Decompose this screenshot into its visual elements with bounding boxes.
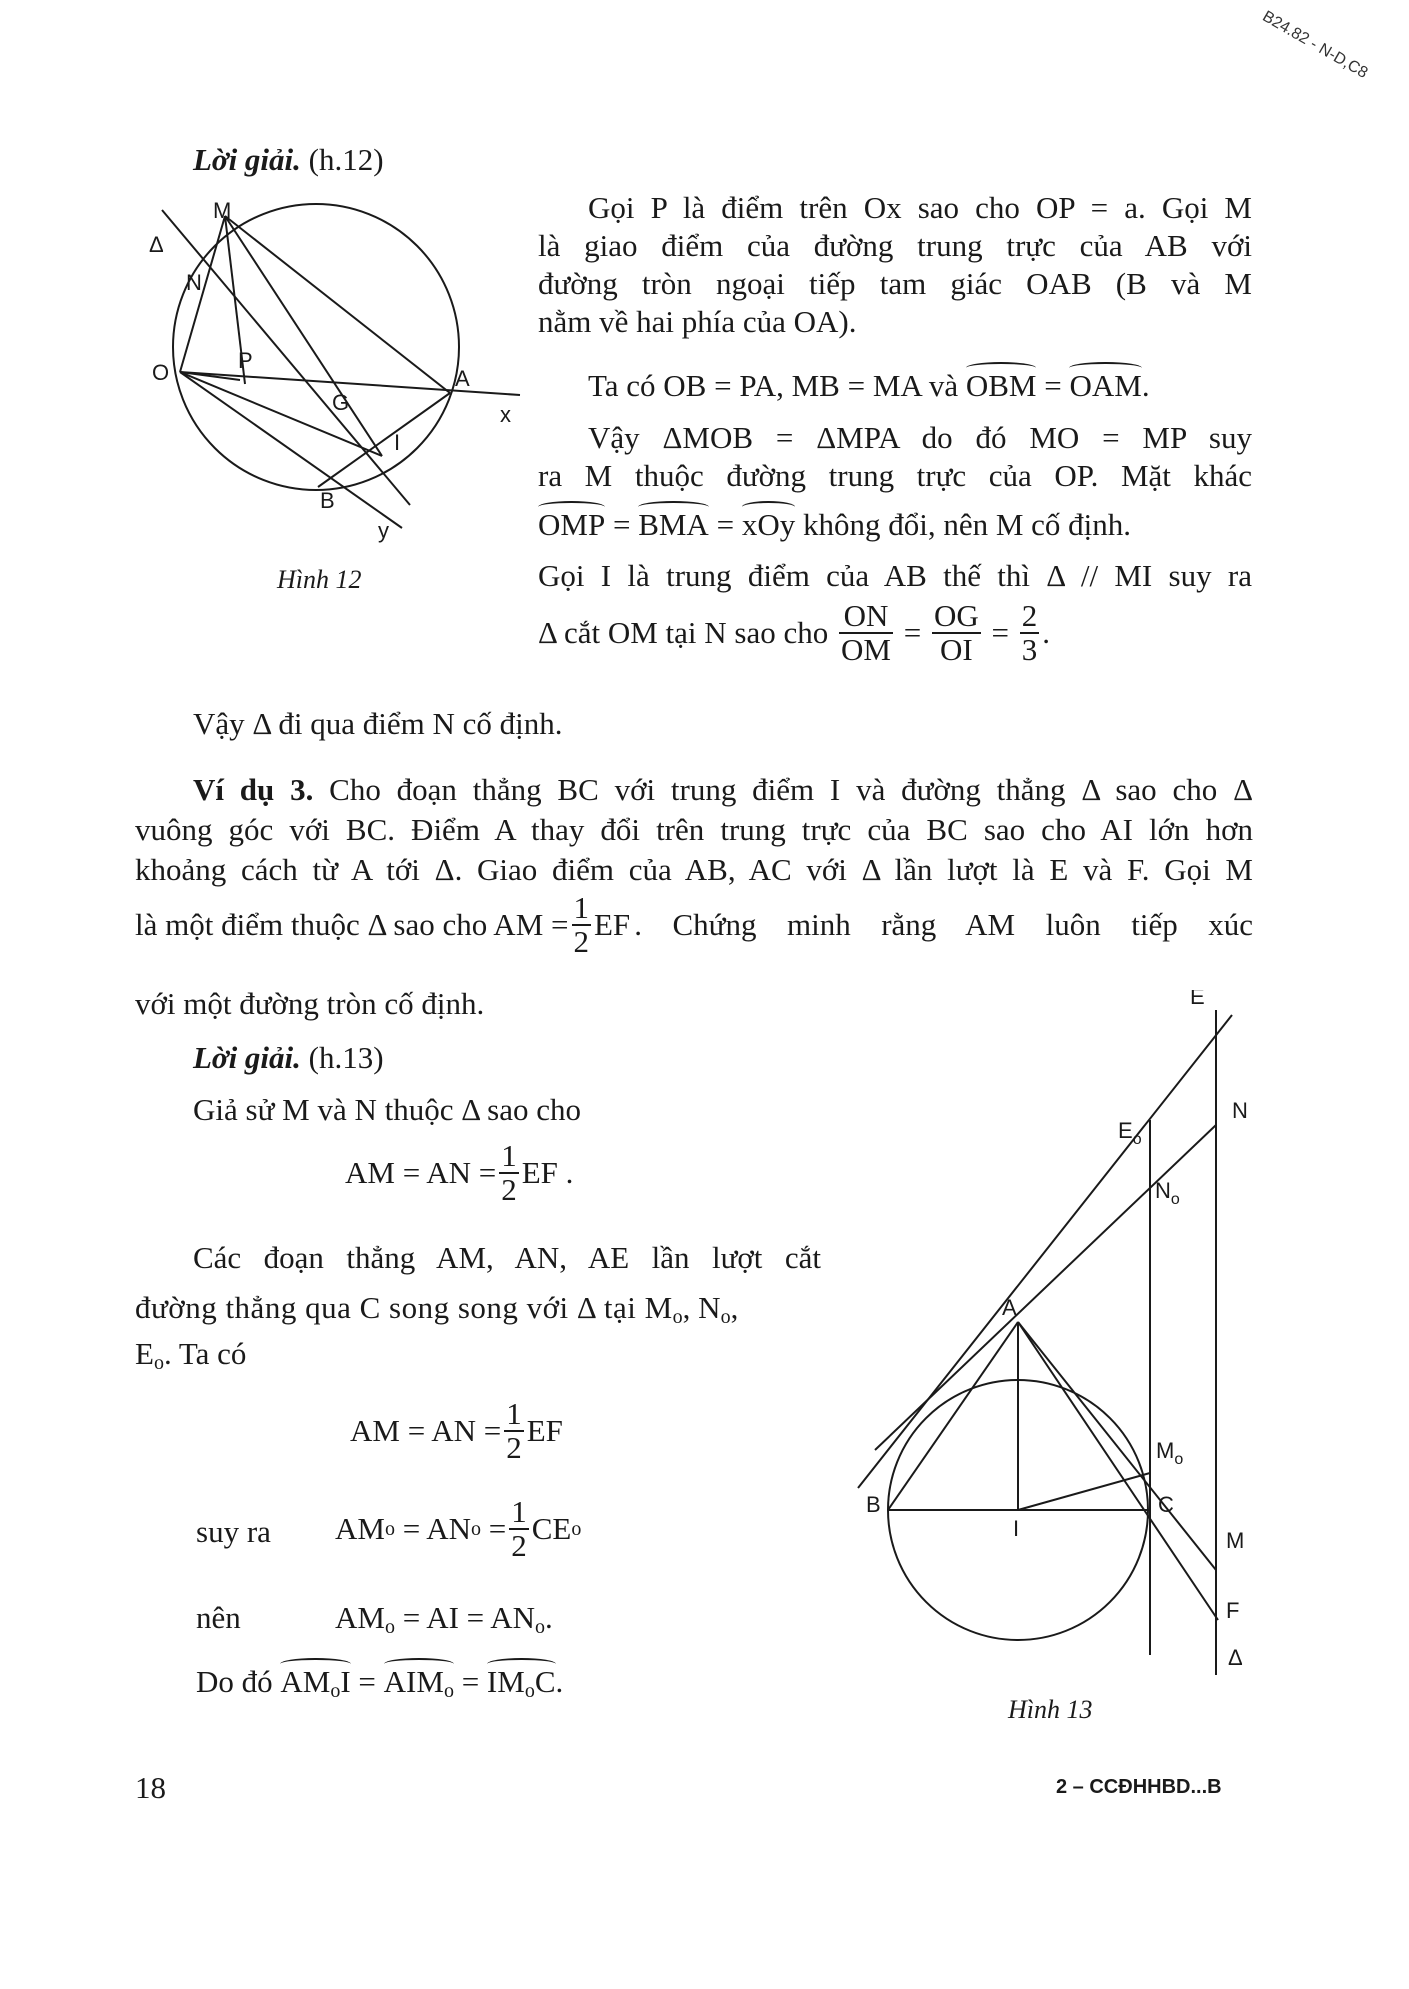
do-do-text: Do đó: [196, 1664, 273, 1699]
fraction-numerator: 1: [573, 890, 589, 925]
footer-code: 2 – CCĐHHBD...B: [1056, 1776, 1222, 1798]
angle-bma: BMA: [638, 505, 709, 545]
example3-line4-text: là một điểm thuộc Δ sao cho AM =: [135, 907, 569, 942]
corner-stamp: B24.82 - N-D,C8: [1259, 8, 1371, 82]
label-m0: [1156, 1438, 1183, 1468]
label-m-13: M: [1226, 1528, 1245, 1553]
angle-obm: OBM: [966, 366, 1037, 406]
figure-12: [140, 190, 540, 590]
angle-oam: OAM: [1069, 366, 1141, 406]
fraction-on-om: [839, 600, 893, 666]
sol12-conclusion: Vậy Δ đi qua điểm N cố định.: [193, 706, 563, 741]
fraction-numerator: 2: [1021, 598, 1038, 633]
period: .: [555, 1664, 564, 1699]
sol12-para1-line3: đường tròn ngoại tiếp tam giác OAB (B và M: [538, 266, 1252, 301]
sub-o: o: [524, 1680, 535, 1702]
angle-xoy: xOy: [742, 505, 795, 545]
period: .: [1141, 368, 1150, 403]
fraction-numerator: 1: [511, 1494, 527, 1529]
angle-part: AIM: [383, 1664, 444, 1699]
fraction-denominator: 2: [506, 1430, 522, 1465]
solution-13-heading: [193, 1038, 384, 1078]
label-a-12: A: [455, 366, 470, 391]
sol13-para2-line3: [135, 1334, 246, 1374]
sub-o: o: [534, 1616, 545, 1638]
fraction-half: [572, 892, 592, 958]
fraction-denominator: OM: [841, 632, 891, 667]
example3-line5: với một đường tròn cố định.: [135, 986, 485, 1021]
eq3-equals: =: [481, 1511, 507, 1546]
eq3-an: = AN: [394, 1511, 471, 1546]
label-o-12: O: [152, 360, 170, 385]
label-sub: o: [1174, 1451, 1184, 1468]
sol13-line1: Giả sử M và N thuộc Δ sao cho: [193, 1092, 582, 1127]
sol13-eq1: [345, 1140, 573, 1206]
label-c-13: C: [1158, 1492, 1174, 1517]
fraction-denominator: 2: [511, 1528, 527, 1563]
sub-o: o: [443, 1680, 454, 1702]
angle-aim0: [384, 1662, 454, 1702]
label-b-13: B: [866, 1492, 881, 1517]
sub-o: o: [384, 1616, 395, 1638]
page-number: 18: [135, 1770, 166, 1805]
fraction-numerator: 1: [506, 1396, 522, 1431]
line-an: [875, 1125, 1216, 1450]
sol13-do-do: [196, 1662, 563, 1702]
eq3-ce: CE: [531, 1511, 572, 1546]
sol13-eq4: [335, 1598, 553, 1638]
label-a-13: A: [1002, 1295, 1017, 1320]
equals: =: [903, 615, 922, 650]
fraction-og-oi: [932, 600, 981, 666]
example3-line2: vuông góc với BC. Điểm A thay đổi trên trung trực của BC sao cho AI lớn hơn: [135, 812, 1253, 847]
sub-o: o: [672, 1306, 683, 1328]
example3-ef: EF: [594, 907, 631, 942]
equals: =: [716, 507, 735, 542]
eq4-am: AM: [335, 1600, 385, 1635]
sol13-para2-ta-co: . Ta có: [163, 1336, 247, 1371]
angle-am0i: [280, 1662, 350, 1702]
fraction-denominator: 2: [573, 924, 589, 959]
figure-13-caption: Hình 13: [1008, 1695, 1093, 1724]
figure-13: [840, 990, 1280, 1680]
equals: =: [991, 615, 1009, 650]
sol12-line9: Gọi I là trung điểm của AB thế thì Δ // MI suy ra: [538, 558, 1252, 593]
sub-o: o: [720, 1306, 731, 1328]
line-ae: [858, 1015, 1232, 1488]
sol13-para2-comma: ,: [730, 1290, 739, 1325]
example3-line4: [135, 892, 1253, 958]
angle-omp: OMP: [538, 505, 605, 545]
fraction-denominator: 2: [501, 1172, 517, 1207]
label-e-13: E: [1190, 990, 1205, 1009]
solution-label: Lời giải.: [193, 1040, 301, 1075]
eq2-right: EF: [526, 1413, 563, 1448]
label-n-13: N: [1232, 1098, 1248, 1123]
label-b-12: B: [320, 488, 335, 513]
sol12-line5-text: Ta có OB = PA, MB = MA và: [588, 368, 959, 403]
eq3-am: AM: [335, 1511, 385, 1546]
example3-line1: [193, 770, 1253, 810]
sol12-line6: Vậy ΔMOB = ΔMPA do đó MO = MP suy: [588, 420, 1252, 455]
fraction-denominator: OI: [932, 632, 981, 666]
sol12-line10: [538, 600, 1050, 666]
label-text: M: [1156, 1438, 1175, 1463]
equals: =: [461, 1664, 480, 1699]
label-m-12: M: [213, 198, 232, 223]
label-n-12: N: [186, 270, 202, 295]
fraction-two-thirds: [1020, 600, 1040, 666]
sol13-para2-line1: Các đoạn thẳng AM, AN, AE lần lượt cắt: [193, 1240, 821, 1275]
fraction-denominator: 3: [1021, 632, 1038, 667]
label-n0: [1155, 1178, 1180, 1208]
equals: =: [358, 1664, 376, 1699]
fraction-numerator: OG: [933, 598, 979, 633]
sol12-line8: [538, 505, 1252, 545]
sub-o: o: [153, 1352, 164, 1374]
label-text: N: [1155, 1178, 1171, 1203]
example3-line4-end: . Chứng minh rằng AM luôn tiếp xúc: [634, 907, 1253, 942]
label-p-12: P: [238, 348, 253, 373]
fraction-half: [504, 1398, 524, 1464]
sol13-eq2: [350, 1398, 563, 1464]
sol13-para2-line2-text: đường thẳng qua C song song với Δ tại M: [135, 1290, 673, 1325]
sol13-nen: nên: [196, 1600, 241, 1635]
angle-part: AM: [280, 1664, 331, 1699]
label-delta-13: Δ: [1228, 1645, 1243, 1670]
angle-part: C: [534, 1664, 556, 1699]
eq4-ai-an: = AI = AN: [394, 1600, 535, 1635]
period: .: [544, 1600, 553, 1635]
sub-o: o: [330, 1680, 341, 1702]
solution-label: Lời giải.: [193, 142, 301, 177]
fraction-numerator: ON: [843, 598, 889, 633]
fraction-numerator: 1: [501, 1138, 517, 1173]
line-af: [1018, 1322, 1218, 1620]
label-i-12: I: [394, 430, 401, 455]
example-label: Ví dụ 3.: [193, 772, 314, 807]
solution-ref: (h.13): [308, 1040, 384, 1075]
sol12-line7: ra M thuộc đường trung trực của OP. Mặt khác: [538, 458, 1252, 493]
sol12-line10-text: Δ cắt OM tại N sao cho: [538, 615, 829, 650]
sol13-para2-comma-n: , N: [682, 1290, 721, 1325]
sol13-para2-e: E: [135, 1336, 154, 1371]
example3-line3: khoảng cách từ A tới Δ. Giao điểm của AB, AC với Δ lần lượt là E và F. Gọi M: [135, 852, 1253, 887]
segment-ab-13: [888, 1322, 1018, 1510]
label-text: E: [1118, 1118, 1133, 1143]
sol13-suy-ra: suy ra: [196, 1514, 271, 1549]
label-sub: o: [1170, 1191, 1180, 1208]
example3-line1-text: Cho đoạn thẳng BC với trung điểm I và đường thẳng Δ sao cho Δ: [329, 772, 1254, 807]
sol12-line5: [588, 366, 1150, 406]
label-i-13: I: [1013, 1516, 1020, 1541]
line-delta-12: [162, 210, 410, 505]
figure-12-caption: Hình 12: [277, 565, 362, 594]
angle-im0c: [487, 1662, 556, 1702]
segment-ma: [225, 216, 450, 393]
sol13-para2-line2: [135, 1288, 821, 1328]
segment-im0: [1018, 1473, 1150, 1510]
eq1-left: AM = AN =: [345, 1155, 497, 1190]
angle-part: IM: [486, 1664, 525, 1699]
sol12-para1-line2: là giao điểm của đường trung trực của AB với: [538, 228, 1252, 263]
label-g-12: G: [332, 390, 350, 415]
sol12-line8-text: không đổi, nên M cố định.: [802, 507, 1132, 542]
solution-ref: (h.12): [308, 142, 384, 177]
eq1-right: EF .: [521, 1155, 574, 1190]
fraction-half: [499, 1140, 519, 1206]
label-delta-12: Δ: [149, 232, 164, 257]
label-sub: o: [1132, 1131, 1142, 1148]
equals: =: [612, 507, 631, 542]
sol12-para1-line4: nằm về hai phía của OA).: [538, 304, 857, 339]
angle-part: I: [340, 1664, 351, 1699]
sol13-eq3: AM o = AN o = $\frac{1}{2}$ CE o: [335, 1494, 582, 1563]
solution-12-heading: [193, 140, 384, 180]
equals: =: [1044, 368, 1062, 403]
segment-am: [1018, 1322, 1216, 1570]
period: .: [1042, 615, 1050, 650]
eq2-left: AM = AN =: [350, 1413, 502, 1448]
label-x-12: x: [500, 402, 511, 427]
fraction-half: [509, 1496, 529, 1562]
sol12-para1-line1: Gọi P là điểm trên Ox sao cho OP = a. Gọi M: [588, 190, 1252, 225]
label-y-12: y: [378, 518, 389, 543]
label-f-13: F: [1226, 1598, 1240, 1623]
